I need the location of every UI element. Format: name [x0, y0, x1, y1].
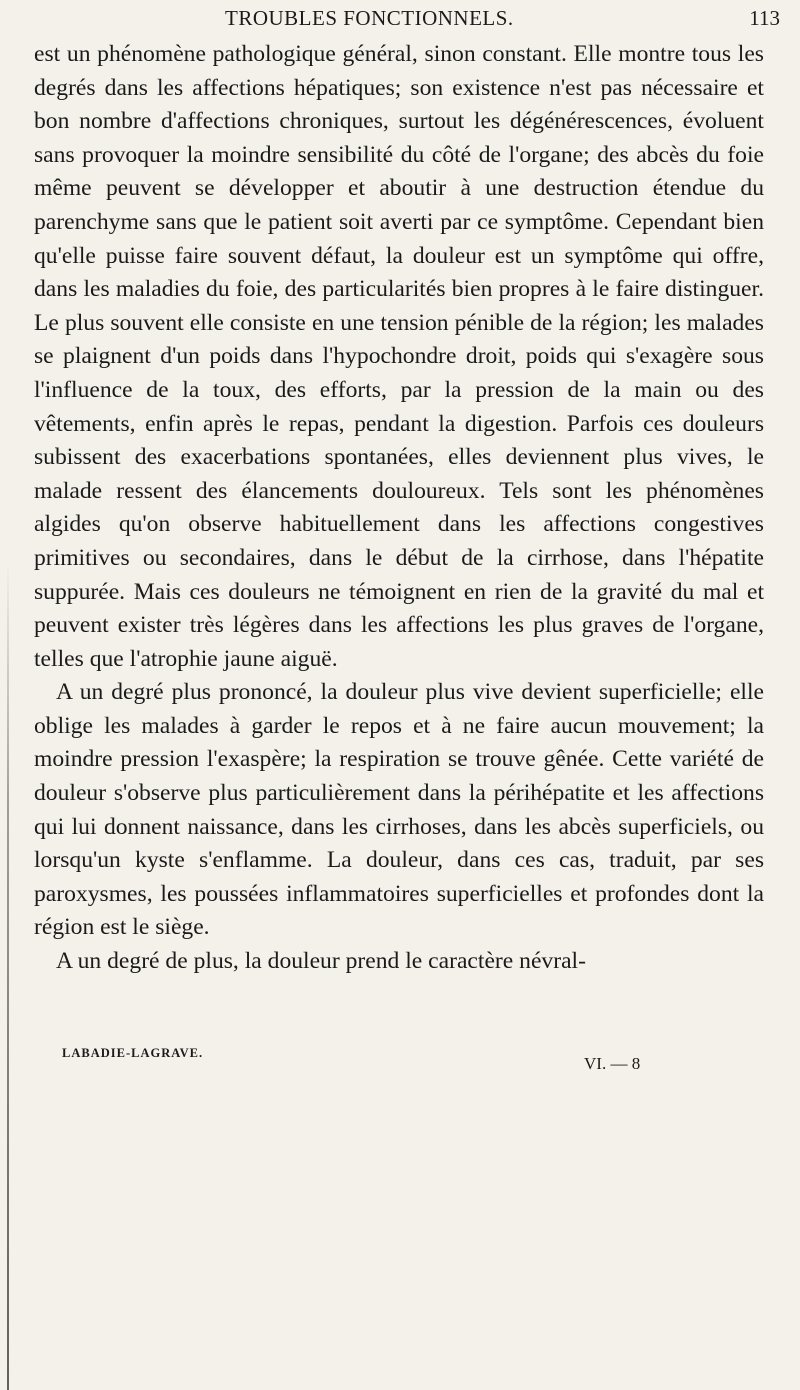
signature-mark: VI. — 8 [584, 1054, 641, 1073]
running-head [170, 6, 780, 36]
binding-edge [7, 560, 9, 1390]
paragraph-1: est un phénomène pathologique général, sinon constant. Elle montre tous les degrés dans les affections hépatiques; son existence n'est pas nécessaire et bon nombre d'affections chroniques, surtout les dégénérescences, évoluent sans provoquer la moindre sensibilité du côté de l'organe; des abcès du foie même peuvent se développer et aboutir à une destruction étendue du parenchyme sans que le patient soit averti par ce symptôme. Cependant bien qu'elle puisse faire souvent défaut, la douleur est un symptôme qui offre, dans les maladies du foie, des particularités bien propres à le faire distinguer. Le plus souvent elle consiste en une tension pénible de la région; les malades se plaignent d'un poids dans l'hypochondre droit, poids qui s'exagère sous l'influence de la toux, des efforts, par la pression de la main ou des vêtements, enfin après le repas, pendant la digestion. Parfois ces douleurs subissent des exacerbations spontanées, elles deviennent plus vives, le malade ressent des élancements douloureux. Tels sont les phénomènes algides qu'on observe habituellement dans les affections congestives primitives ou secondaires, dans le début de la cirrhose, dans l'hépatite suppurée. Mais ces douleurs ne témoignent en rien de la gravité du mal et peuvent exister très légères dans les affections les plus graves de l'organe, telles que l'atrophie jaune aiguë. [34, 41, 764, 672]
page-footer [62, 1042, 662, 1082]
printer-name: LABADIE-LAGRAVE. [62, 1046, 204, 1060]
running-title: TROUBLES FONCTIONNELS. [225, 6, 514, 30]
page-number: 113 [749, 6, 780, 30]
body-text [34, 38, 764, 979]
paragraph-2: A un degré plus prononcé, la douleur plus vive devient superficielle; elle oblige les malades à garder le repos et à ne faire aucun mouvement; la moindre pression l'exaspère; la respiration se trouve gênée. Cette variété de douleur s'observe plus particulièrement dans la périhépatite et les affections qui lui donnent naissance, dans les cirrhoses, dans les abcès superficiels, ou lorsqu'un kyste s'enflamme. La douleur, dans ces cas, traduit, par ses paroxysmes, les poussées inflammatoires superficielles et profondes dont la région est le siège. [34, 679, 764, 941]
paragraph-3: A un degré de plus, la douleur prend le caractère névral- [56, 948, 586, 975]
